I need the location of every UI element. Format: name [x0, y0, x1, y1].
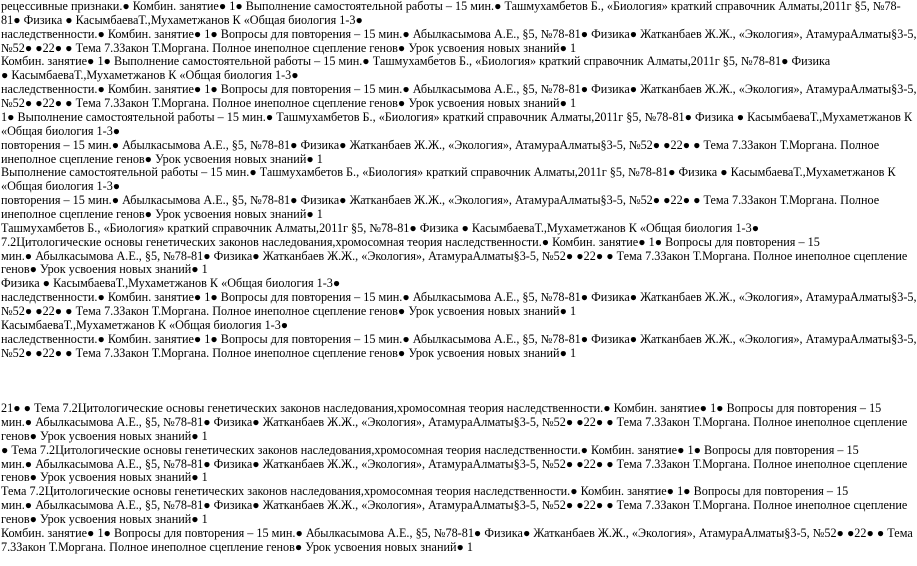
text-line: №52● ●22● ● Тема 7.3Закон Т.Моргана. Полное инеполное сцепление генов● Урок усвоения новых знаний● 1 — [1, 96, 577, 111]
text-line: Физика ● КасымбаеваТ.,Мухаметжанов К «Общая биология 1-3● — [1, 276, 341, 291]
text-line: мин.● Абылкасымова А.Е., §5, №78-81● Физика● Жатканбаев Ж.Ж., «Экология», АтамураАлматы§3-5, №52● ●22● ● Тема 7.3Закон Т.Моргана. Полное инеполное сцепление — [1, 414, 908, 429]
text-block-7 — [1, 222, 811, 236]
text-line: 7.2Цитологические основы генетических законов наследования,хромосомная теория наследственности.● Комбин. занятие● 1● Вопросы для повторения – 15 — [1, 234, 820, 249]
text-block-14 — [1, 525, 913, 555]
text-line: мин.● Абылкасымова А.Е., §5, №78-81● Физика● Жатканбаев Ж.Ж., «Экология», АтамураАлматы§3-5, №52● ●22● ● Тема 7.3Закон Т.Моргана. Полное инеполное сцепление — [1, 456, 908, 471]
text-line: КасымбаеваТ.,Мухаметжанов К «Общая биология 1-3● — [1, 317, 289, 332]
text-line: инеполное сцепление генов● Урок усвоения новых знаний● 1 — [1, 206, 323, 221]
text-line: мин.● Абылкасымова А.Е., §5, №78-81● Физика● Жатканбаев Ж.Ж., «Экология», АтамураАлматы§3-5, №52● ●22● ● Тема 7.3Закон Т.Моргана. Полное инеполное сцепление — [1, 248, 908, 263]
text-block-13 — [1, 484, 908, 527]
text-line: генов● Урок усвоения новых знаний● 1 — [1, 262, 208, 277]
text-line: инеполное сцепление генов● Урок усвоения новых знаний● 1 — [1, 151, 323, 166]
text-block-2 — [1, 26, 917, 83]
text-line: «Общая биология 1-3● — [1, 123, 121, 138]
text-block-8 — [1, 234, 908, 291]
text-line: 21● ● Тема 7.2Цитологические основы генетических законов наследования,хромосомная теория наследственности.● Комбин. занятие● 1● Вопросы для повторения – 15 — [1, 401, 882, 416]
text-line: наследственности.● Комбин. занятие● 1● Вопросы для повторения – 15 мин.● Абылкасымова А.Е., §5, №78-81● Физика● Жатканбаев Ж.Ж., «Экология», АтамураАлматы§3-5, — [1, 290, 917, 305]
text-block-3 — [1, 82, 917, 138]
text-line: ● Тема 7.2Цитологические основы генетических законов наследования,хромосомная теория наследственности.● Комбин. занятие● 1● Вопросы для повторения – 15 — [1, 442, 859, 457]
text-line: «Общая биология 1-3● — [1, 179, 121, 194]
text-line: №52● ●22● ● Тема 7.3Закон Т.Моргана. Полное инеполное сцепление генов● Урок усвоения новых знаний● 1 — [1, 304, 577, 319]
text-block-5 — [1, 165, 896, 194]
text-line: 7.3Закон Т.Моргана. Полное инеполное сцепление генов● Урок усвоения новых знаний● 1 — [1, 539, 474, 554]
text-block-11 — [1, 401, 908, 444]
text-line: мин.● Абылкасымова А.Е., §5, №78-81● Физика● Жатканбаев Ж.Ж., «Экология», АтамураАлматы§3-5, №52● ●22● ● Тема 7.3Закон Т.Моргана. Полное инеполное сцепление — [1, 498, 908, 513]
text-block-4 — [1, 137, 880, 167]
text-line: повторения – 15 мин.● Абылкасымова А.Е., §5, №78-81● Физика● Жатканбаев Ж.Ж., «Экология», АтамураАлматы§3-5, №52● ●22● ● Тема 7.3Закон Т.Моргана. Полное — [1, 137, 880, 152]
text-line: №52● ●22● ● Тема 7.3Закон Т.Моргана. Полное инеполное сцепление генов● Урок усвоения новых знаний● 1 — [1, 40, 577, 55]
text-line: наследственности.● Комбин. занятие● 1● Вопросы для повторения – 15 мин.● Абылкасымова А.Е., §5, №78-81● Физика● Жатканбаев Ж.Ж., «Экология», АтамураАлматы§3-5, — [1, 82, 917, 97]
text-block-1 — [1, 0, 901, 28]
text-line: генов● Урок усвоения новых знаний● 1 — [1, 511, 208, 526]
text-line: Выполнение самостоятельной работы – 15 мин.● Ташмухамбетов Б., «Биология» краткий справочник Алматы,2011г §5, №78-81● Физика ● КасымбаеваТ.,Мухаметжанов К — [1, 165, 896, 180]
text-line: рецессивные признаки.● Комбин. занятие● 1● Выполнение самостоятельной работы – 15 мин.● Ташмухамбетов Б., «Биология» краткий справочник Алматы,2011г §5, №78- — [1, 0, 901, 13]
text-block-6 — [1, 193, 880, 222]
text-line: 1● Выполнение самостоятельной работы – 15 мин.● Ташмухамбетов Б., «Биология» краткий справочник Алматы,2011г §5, №78-81● Физика ● КасымбаеваТ.,Мухаметжанов К — [1, 109, 913, 124]
text-line: Ташмухамбетов Б., «Биология» краткий справочник Алматы,2011г §5, №78-81● Физика ● КасымбаеваТ.,Мухаметжанов К «Общая биология 1-3● — [1, 220, 760, 235]
text-line: №52● ●22● ● Тема 7.3Закон Т.Моргана. Полное инеполное сцепление генов● Урок усвоения новых знаний● 1 — [1, 345, 577, 360]
text-line: генов● Урок усвоения новых знаний● 1 — [1, 428, 208, 443]
text-line: наследственности.● Комбин. занятие● 1● Вопросы для повторения – 15 мин.● Абылкасымова А.Е., §5, №78-81● Физика● Жатканбаев Ж.Ж., «Экология», АтамураАлматы§3-5, — [1, 331, 917, 346]
text-line: Тема 7.2Цитологические основы генетических законов наследования,хромосомная теория наследственности.● Комбин. занятие● 1● Вопросы для повторения – 15 — [1, 484, 849, 499]
text-line: 81● Физика ● КасымбаеваТ.,Мухаметжанов К «Общая биология 1-3● — [1, 12, 363, 27]
text-line: генов● Урок усвоения новых знаний● 1 — [1, 470, 208, 485]
text-block-9 — [1, 290, 917, 333]
text-block-12 — [1, 442, 908, 486]
text-line: ● КасымбаеваТ.,Мухаметжанов К «Общая биология 1-3● — [1, 68, 299, 83]
text-line: повторения – 15 мин.● Абылкасымова А.Е., §5, №78-81● Физика● Жатканбаев Ж.Ж., «Экология», АтамураАлматы§3-5, №52● ●22● ● Тема 7.3Закон Т.Моргана. Полное — [1, 193, 880, 208]
text-line: Комбин. занятие● 1● Выполнение самостоятельной работы – 15 мин.● Ташмухамбетов Б., «Биология» краткий справочник Алматы,2011г §5, №78-81● Физика — [1, 54, 831, 69]
text-line: Комбин. занятие● 1● Вопросы для повторения – 15 мин.● Абылкасымова А.Е., §5, №78-81● Физика● Жатканбаев Ж.Ж., «Экология», АтамураАлматы§3-5, №52● ●22● ● Тема — [1, 525, 913, 540]
text-line: наследственности.● Комбин. занятие● 1● Вопросы для повторения – 15 мин.● Абылкасымова А.Е., §5, №78-81● Физика● Жатканбаев Ж.Ж., «Экология», АтамураАлматы§3-5, — [1, 26, 917, 41]
text-block-10 — [1, 331, 917, 361]
